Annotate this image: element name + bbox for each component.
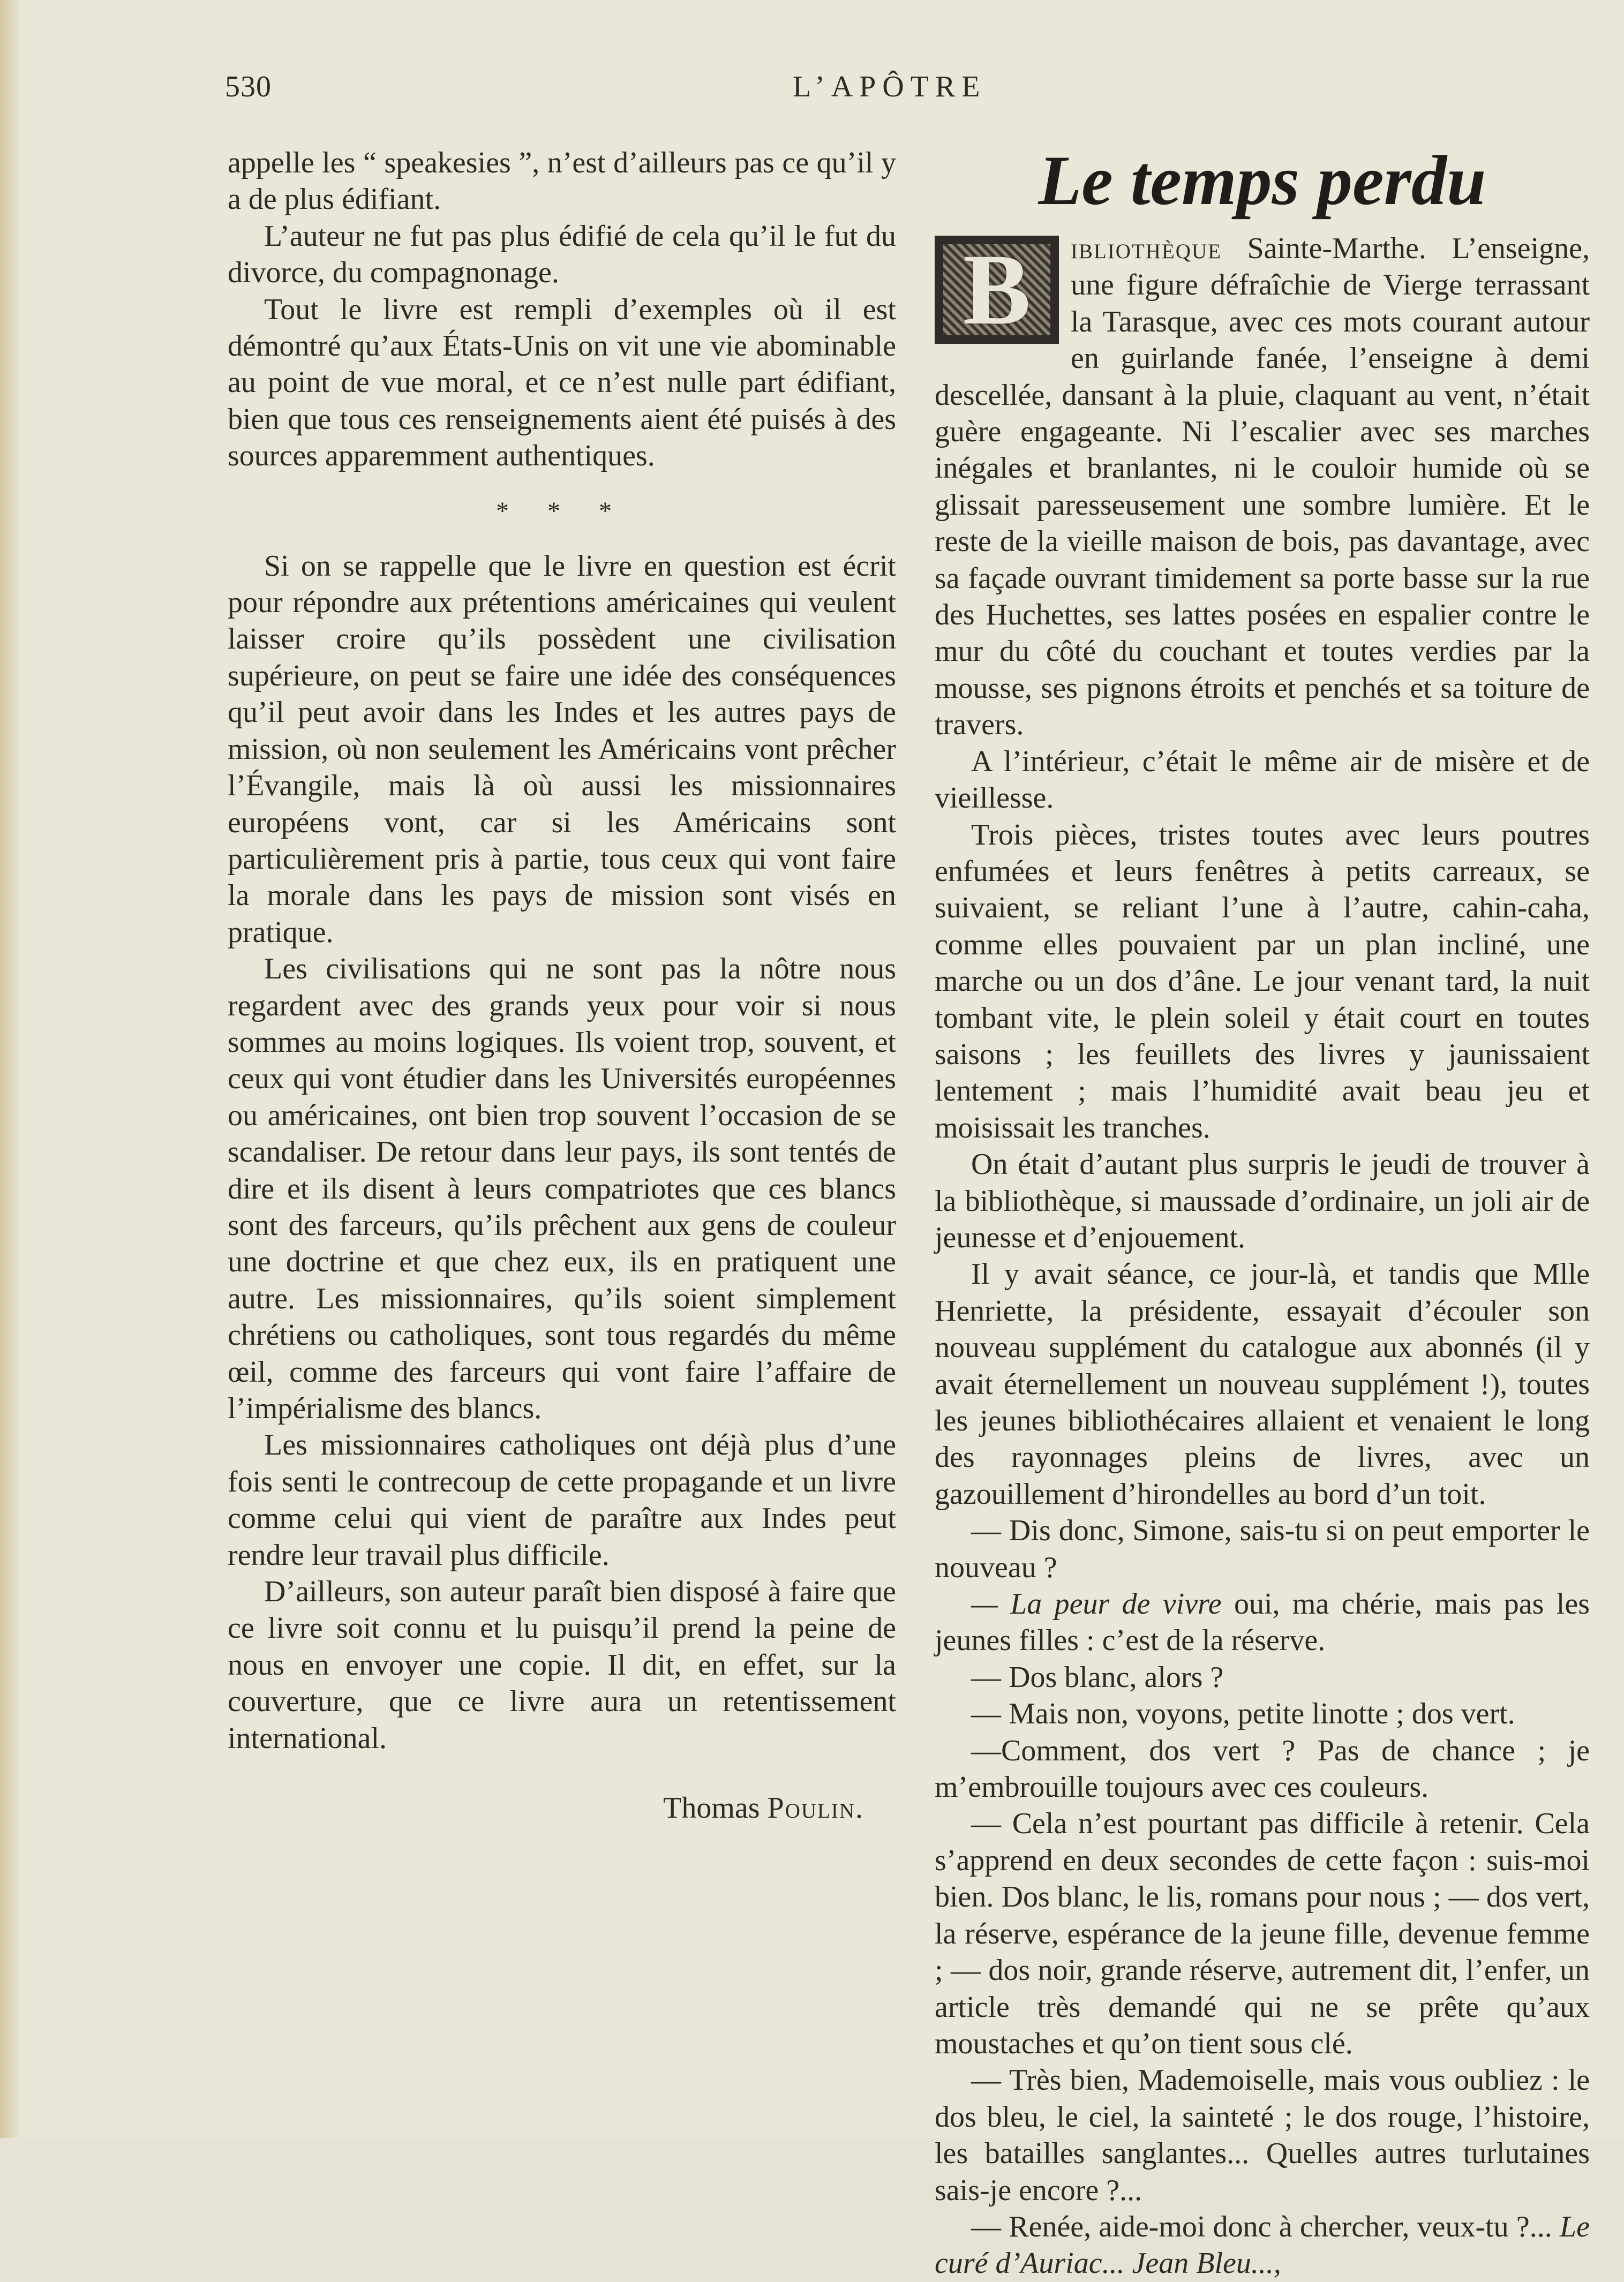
right-paragraph: — Cela n’est pourtant pas difficile à retenir. Cela s’apprend en deux secondes de cette façon : suis-moi bien. Dos blanc, le lis, romans pour nous ; — dos vert, la réserve, espérance de la jeune fille, devenue femme ; — dos noir, grande réserve, autrement dit, l’enfer, un article très demandé qui ne se prête qu’aux moustaches et qu’on tient sous clé. — [935, 1807, 1590, 2060]
page-header — [225, 70, 1585, 112]
right-paragraph: Trois pièces, tristes toutes avec leurs poutres enfumées et leurs fenêtres à petits carreaux, se suivaient, se reliant l’une à l’autre, cahin-caha, comme elles pouvaient par un plan incliné, une marche ou un dos d’âne. Le jour venant tard, la nuit tombant vite, le plein soleil y était court en toutes saisons ; les feuillets des livres y jaunissaient lentement ; mais l’humidité avait beau jeu et moisissait les tranches. — [935, 818, 1590, 1144]
right-paragraph: On était d’autant plus surpris le jeudi de trouver à la bibliothèque, si maussade d’ordinaire, un joli air de jeunesse et d’enjouement. — [935, 1148, 1590, 1254]
article-title: Le temps perdu — [1038, 141, 1486, 220]
left-paragraph: D’ailleurs, son auteur paraît bien disposé à faire que ce livre soit connu et lu puisqu’il prend la peine de nous en envoyer une copie. Il dit, en effet, sur la couverture, que ce livre aura un retentissement international. — [228, 1575, 896, 1755]
book-title-italic: — La peur de vivre — [971, 1587, 1222, 1621]
right-paragraph: A l’intérieur, c’était le même air de misère et de vieillesse. — [935, 744, 1590, 815]
right-paragraph: Il y avait séance, ce jour-là, et tandis que Mlle Henriette, la présidente, essayait d’écouler son nouveau supplément du catalogue aux abonnés (il y avait éternellement un nouveau supplément !), toutes les jeunes bibliothécaires allaient et venaient le long des rayonnages pleins de livres, avec un gazouillement d’hirondelles au bord d’un toit. — [935, 1257, 1590, 1511]
right-paragraph: — Mais non, voyons, petite linotte ; dos vert. — [971, 1697, 1515, 1731]
left-paragraph: appelle les “ speakesies ”, n’est d’ailleurs pas ce qu’il y a de plus édifiant. — [228, 146, 896, 216]
right-paragraph: —Comment, dos vert ? Pas de chance ; je m’embrouille toujours avec ces couleurs. — [935, 1734, 1590, 1804]
book-titles-italic: Le curé d’Auriac... Jean Bleu..., — [935, 2210, 1590, 2280]
page-number: 530 — [225, 70, 272, 103]
first-word-small-caps: ibliothèque — [1071, 232, 1222, 265]
author-signature — [228, 1790, 896, 1826]
left-paragraph: Tout le livre est rempli d’exemples où il est démontré qu’aux États-Unis on vit une vie abominable au point de vue moral, et ce n’est nulle part édifiant, bien que tous ces renseignements aient été puisés à des sources apparemment authentiques. — [228, 292, 896, 473]
last-dialogue-text: — Renée, aide-moi donc à chercher, veux-tu ?... — [971, 2210, 1560, 2243]
dialogue-text: oui, ma chérie, mais pas les jeunes filles : c’est de la réserve. — [935, 1587, 1590, 1658]
left-column — [228, 145, 896, 1826]
dialogue-paragraph — [935, 1586, 1590, 1659]
author-last-name: Poulin. — [767, 1791, 864, 1825]
ornamental-dropcap — [935, 236, 1059, 344]
left-paragraph: Les civilisations qui ne sont pas la nôtre nous regardent avec des grands yeux pour voir si nous sommes au moins logiques. Ils voient trop, souvent, et ceux qui vont étudier dans les Universités européennes ou américaines, ont bien trop souvent l’occasion de se scandaliser. De retour dans leur pays, ils sont tentés de dire et ils disent à leurs compatriotes que ces blancs sont des farceurs, qu’ils prêchent aux gens de couleur une doctrine et que chez eux, ils en pratiquent une autre. Les missionnaires, qu’ils soient simplement chrétiens ou catholiques, sont tous regardés du même œil, comme des farceurs qui vont faire l’affaire de l’impérialisme des blancs. — [228, 952, 896, 1425]
dropcap-letter: B — [963, 234, 1031, 346]
section-separator: * * * — [496, 496, 628, 525]
right-paragraph: — Très bien, Mademoiselle, mais vous oubliez : le dos bleu, le ciel, la sainteté ; le dos rouge, l’histoire, les batailles sanglantes... Quelles autres turlutaines sais-je encore ?... — [935, 2063, 1590, 2207]
right-column — [935, 230, 1590, 2282]
right-first-paragraph — [935, 230, 1590, 743]
author-first-name: Thomas — [663, 1791, 760, 1825]
left-paragraph: L’auteur ne fut pas plus édifié de cela qu’il le fut du divorce, du compagnonage. — [228, 219, 896, 290]
page-edge — [0, 0, 21, 2138]
left-paragraph: Si on se rappelle que le livre en question est écrit pour répondre aux prétentions américaines qui veulent laisser croire qu’ils possèdent une civilisation supérieure, on peut se faire une idée des conséquences qu’il peut avoir dans les Indes et les autres pays de mission, où non seulement les Américains vont prêcher l’Évangile, mais là où aussi les missionnaires européens vont, car si les Américains sont particulièrement pris à partie, tous ceux qui vont faire la morale dans les pays de mission sont visés en pratique. — [228, 549, 896, 949]
last-paragraph — [935, 2209, 1590, 2282]
right-paragraph: — Dis donc, Simone, sais-tu si on peut emporter le nouveau ? — [935, 1514, 1590, 1584]
running-title: L’APÔTRE — [793, 70, 987, 103]
right-paragraph: — Dos blanc, alors ? — [971, 1660, 1224, 1694]
left-paragraph: Les missionnaires catholiques ont déjà plus d’une fois senti le contrecoup de cette propagande et un livre comme celui qui vient de paraître aux Indes peut rendre leur travail plus difficile. — [228, 1428, 896, 1572]
first-paragraph-text: Sainte-Marthe. L’enseigne, une figure défraîchie de Vierge terrassant la Tarasque, avec ces mots courant autour en guirlande fanée, l’enseigne à demi descellée, dansant à la pluie, claquant au vent, n’était guère engageante. Ni l’escalier avec ses marches inégales et branlantes, ni le couloir humide où se glissait paresseusement une sombre lumière. Et le reste de la vieille maison de bois, pas davantage, avec sa façade ouvrant timidement sa porte basse sur la rue des Huchettes, ses lattes posées en espalier contre le mur du côté du couchant et toutes verdies par la mousse, ses pignons étroits et penchés et sa toiture de travers. — [935, 232, 1590, 742]
